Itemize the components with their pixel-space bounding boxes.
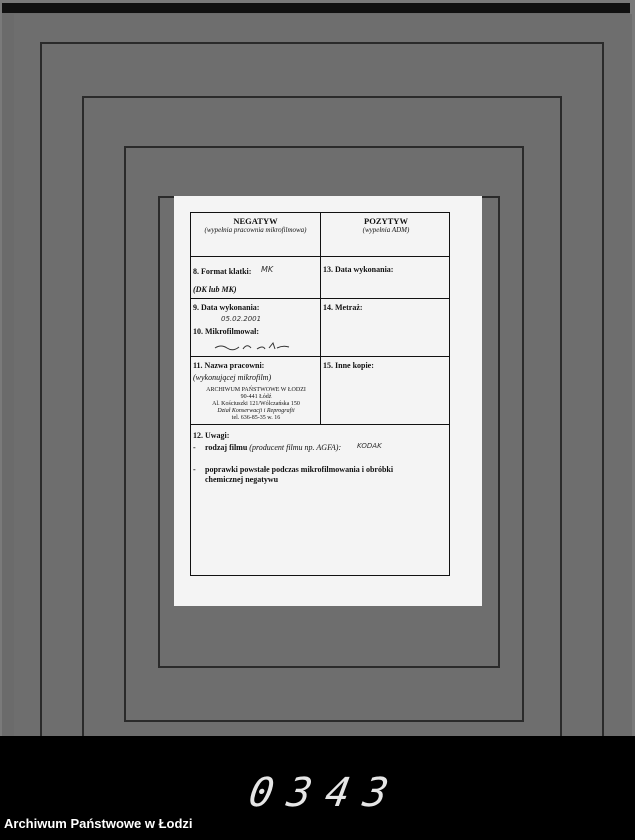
form-sheet — [174, 196, 482, 606]
negatyw-header — [191, 213, 321, 256]
signature-icon — [213, 339, 293, 353]
pozytyw-subtitle: (wypełnia ADM) — [362, 226, 410, 234]
negatyw-title: NEGATYW — [233, 216, 278, 226]
field-8-value: MK — [261, 265, 274, 274]
form-header-row — [191, 213, 449, 257]
stamp-line: 90-441 Łódź — [240, 394, 272, 400]
pozytyw-header — [321, 213, 451, 256]
remark-1-value: KODAK — [357, 442, 382, 450]
remark-1-type: rodzaj filmu — [205, 443, 248, 452]
field-14 — [321, 299, 451, 356]
remark-1-label — [205, 443, 341, 452]
archive-label: Archiwum Państwowe w Łodzi — [4, 816, 193, 831]
stamp-line: ARCHIWUM PAŃSTWOWE W ŁODZI — [206, 387, 306, 393]
field-13 — [321, 257, 451, 298]
field-9-label: 9. Data wykonania: — [193, 303, 260, 312]
field-9-10 — [191, 299, 321, 356]
field-12 — [191, 425, 449, 575]
remark-1-hint: (producent filmu np. AGFA): — [249, 443, 342, 452]
field-15-label: 15. Inne kopie: — [323, 361, 374, 370]
field-11-hint: (wykonującej mikrofilm) — [193, 373, 272, 382]
pozytyw-title: POZYTYW — [364, 216, 408, 226]
field-15 — [321, 357, 451, 424]
field-11 — [191, 357, 321, 424]
form-row-dates — [191, 299, 449, 357]
field-8 — [191, 257, 321, 298]
field-14-label: 14. Metraż: — [323, 303, 363, 312]
microfilm-form — [190, 212, 450, 576]
bullet-icon: - — [193, 465, 196, 474]
stamp-line: Dział Konserwacji i Reprografii — [217, 408, 295, 414]
field-11-label: 11. Nazwa pracowni: — [193, 361, 265, 370]
archive-stamp — [191, 387, 321, 422]
stamp-line: Al. Kościuszki 121/Wólczańska 150 — [212, 401, 300, 407]
frame-number: 0343 — [245, 770, 406, 816]
remark-2-line2: chemicznej negatywu — [205, 475, 279, 484]
field-8-hint: (DK lub MK) — [193, 285, 237, 294]
field-12-label: 12. Uwagi: — [193, 431, 230, 440]
stamp-line: tel. 636-85-35 w. 16 — [231, 415, 281, 421]
bullet-icon: - — [193, 443, 196, 452]
form-row-lab — [191, 357, 449, 425]
form-row-format — [191, 257, 449, 299]
field-8-label: 8. Format klatki: — [193, 267, 252, 276]
negatyw-subtitle: (wypełnia pracownia mikrofilmowa) — [204, 226, 307, 234]
remark-2-line1: poprawki powstałe podczas mikrofilmowania i obróbki — [205, 465, 394, 474]
field-9-value: 05.02.2001 — [221, 315, 262, 323]
field-13-label: 13. Data wykonania: — [323, 265, 394, 274]
field-10-label: 10. Mikrofilmował: — [193, 327, 260, 336]
